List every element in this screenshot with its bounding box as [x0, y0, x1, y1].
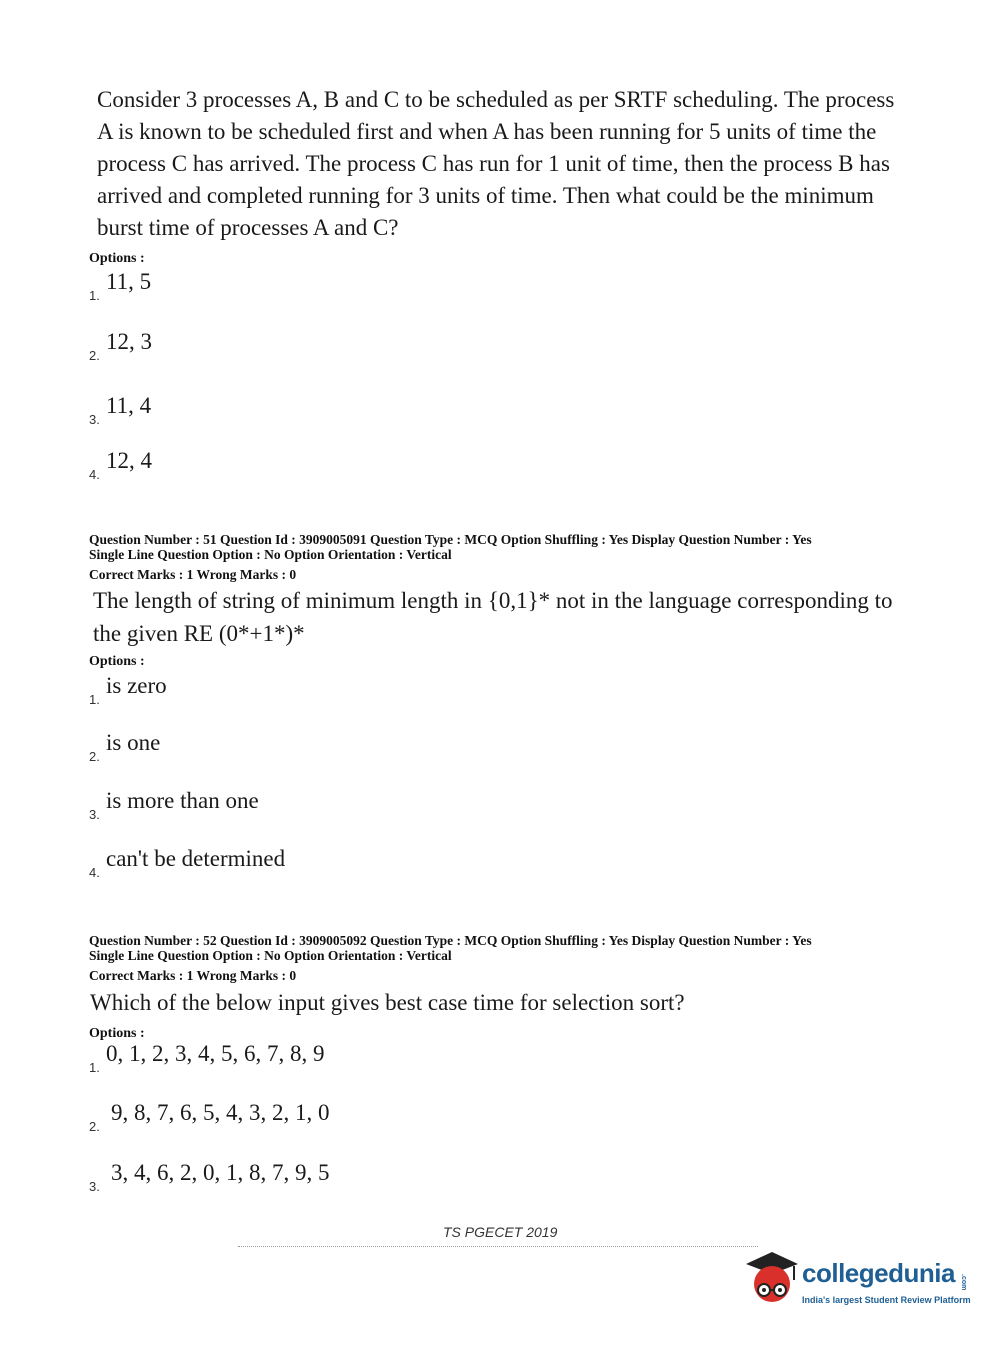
option-number: 2.	[89, 749, 100, 764]
option-text: 12, 4	[106, 448, 152, 473]
logo-suffix: .com	[960, 1274, 967, 1291]
option-number: 1.	[89, 692, 100, 707]
question-52-text: Which of the below input gives best case time for selection sort?	[90, 990, 685, 1015]
option-text: is more than one	[106, 788, 259, 813]
question-marks: Correct Marks : 1 Wrong Marks : 0	[89, 968, 297, 983]
option-text: 9, 8, 7, 6, 5, 4, 3, 2, 1, 0	[111, 1100, 330, 1125]
options-label: Options :	[89, 251, 145, 266]
question-50-text: Consider 3 processes A, B and C to be scheduled as per SRTF scheduling. The process A is known to be scheduled first and when A has been running for 5 units of time the process C has arrived. The process C has run for 1 unit of time, then the process B has arrived and completed running for 3 units of time. Then what could be the minimum burst time of processes A and C?	[97, 87, 895, 240]
option-text: 3, 4, 6, 2, 0, 1, 8, 7, 9, 5	[111, 1160, 330, 1185]
question-51-text: The length of string of minimum length in {0,1}* not in the language corresponding to the given RE (0*+1*)*	[93, 588, 893, 646]
question-marks: Correct Marks : 1 Wrong Marks : 0	[89, 567, 297, 582]
mascot-icon	[738, 1246, 800, 1310]
logo-wordmark: collegedunia	[802, 1258, 955, 1288]
footer-divider	[238, 1246, 758, 1247]
option-number: 3.	[89, 1179, 100, 1194]
option-text: is one	[106, 730, 161, 755]
question-meta-2: Single Line Question Option : No Option Orientation : Vertical	[89, 948, 452, 963]
option-number: 3.	[89, 807, 100, 822]
option-text: 12, 3	[106, 329, 152, 354]
option-number: 2.	[89, 1119, 100, 1134]
option-text: is zero	[106, 673, 167, 698]
options-label: Options :	[89, 654, 145, 669]
option-number: 3.	[89, 412, 100, 427]
option-text: 11, 4	[106, 393, 152, 418]
exam-footer: TS PGECET 2019	[443, 1224, 558, 1240]
option-text: can't be determined	[106, 846, 286, 871]
collegedunia-logo	[738, 1246, 978, 1326]
option-number: 2.	[89, 348, 100, 363]
option-text: 0, 1, 2, 3, 4, 5, 6, 7, 8, 9	[106, 1041, 325, 1066]
question-meta: Question Number : 52 Question Id : 3909005092 Question Type : MCQ Option Shuffling : Yes Display Question Number : Yes	[89, 933, 812, 948]
option-number: 4.	[89, 467, 100, 482]
question-meta: Question Number : 51 Question Id : 3909005091 Question Type : MCQ Option Shuffling : Yes Display Question Number : Yes	[89, 532, 812, 547]
question-meta-2: Single Line Question Option : No Option Orientation : Vertical	[89, 547, 452, 562]
option-text: 11, 5	[106, 269, 152, 294]
options-label: Options :	[89, 1026, 145, 1041]
logo-tagline: India's largest Student Review Platform	[802, 1295, 971, 1305]
option-number: 1.	[89, 288, 100, 303]
option-number: 4.	[89, 865, 100, 880]
option-number: 1.	[89, 1060, 100, 1075]
